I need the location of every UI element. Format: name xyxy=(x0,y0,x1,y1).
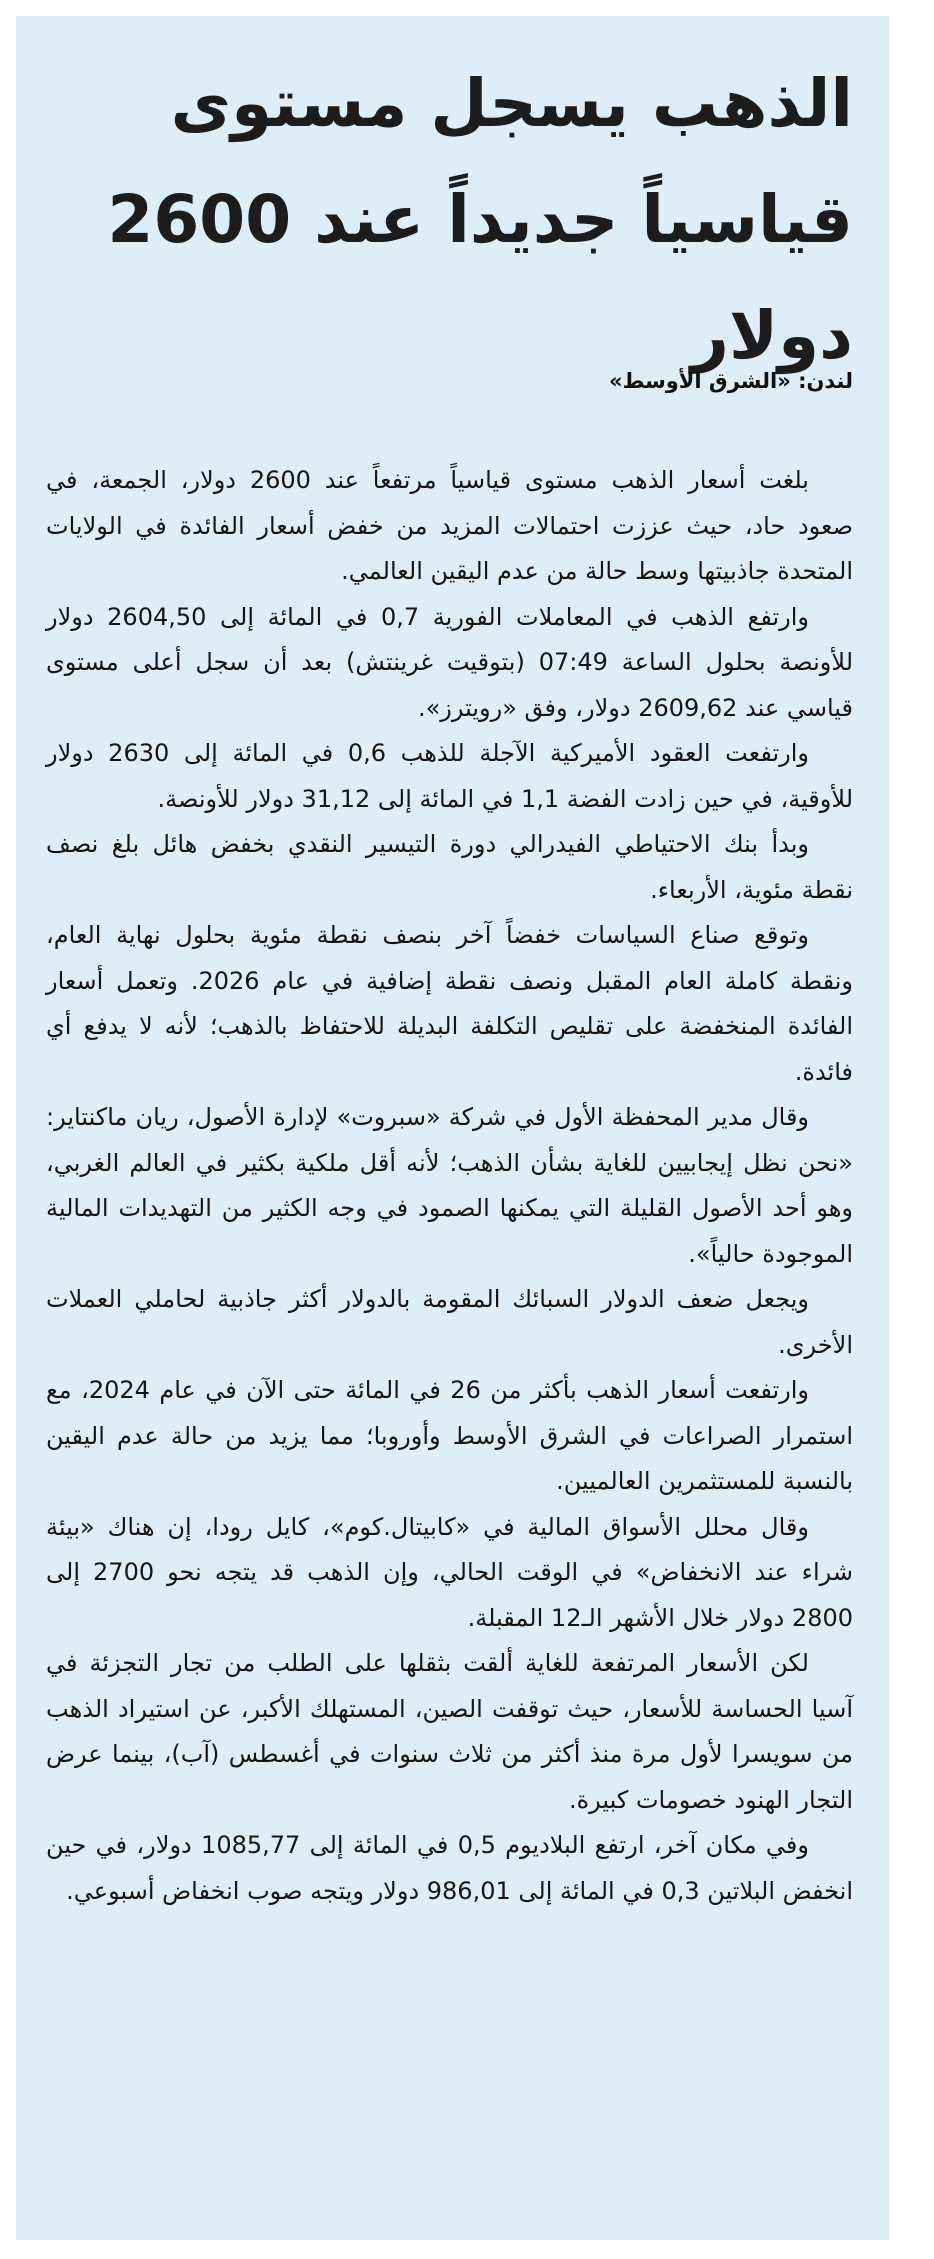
dateline: لندن: «الشرق الأوسط» xyxy=(609,369,853,393)
paragraph: لكن الأسعار المرتفعة للغاية ألقت بثقلها على الطلب من تجار التجزئة في آسيا الحساسة للأسعار، حيث توقفت الصين، المستهلك الأكبر، عن استيراد الذهب من سويسرا لأول مرة منذ أكثر من ثلاث سنوات في أغسطس (آب)، بينما عرض التجار الهنود خصومات كبيرة. xyxy=(46,1649,853,1814)
paragraph: وتوقع صناع السياسات خفضاً آخر بنصف نقطة مئوية بحلول نهاية العام، ونقطة كاملة العام المقبل ونصف نقطة إضافية في عام 2026. وتعمل أسعار الفائدة المنخفضة على تقليص التكلفة البديلة للاحتفاظ بالذهب؛ لأنه لا يدفع أي فائدة. xyxy=(46,921,853,1086)
paragraph: وبدأ بنك الاحتياطي الفيدرالي دورة التيسير النقدي بخفض هائل بلغ نصف نقطة مئوية، الأربعاء. xyxy=(46,830,853,904)
paragraph: ويجعل ضعف الدولار السبائك المقومة بالدولار أكثر جاذبية لحاملي العملات الأخرى. xyxy=(46,1285,853,1359)
paragraph: وقال مدير المحفظة الأول في شركة «سبروت» لإدارة الأصول، ريان ماكنتاير: «نحن نظل إيجابيين للغاية بشأن الذهب؛ لأنه أقل ملكية بكثير في العالم الغربي، وهو أحد الأصول القليلة التي يمكنها الصمود في وجه الكثير من التهديدات المالية الموجودة حالياً». xyxy=(46,1103,853,1268)
paragraph: وارتفع الذهب في المعاملات الفورية 0,7 في المائة إلى 2604,50 دولار للأونصة بحلول الساعة 07:49 (بتوقيت غرينتش) بعد أن سجل أعلى مستوى قياسي عند 2609,62 دولار، وفق «رويترز». xyxy=(46,602,854,722)
paragraph: وارتفعت أسعار الذهب بأكثر من 26 في المائة حتى الآن في عام 2024، مع استمرار الصراعات في الشرق الأوسط وأوروبا؛ مما يزيد من حالة عدم اليقين بالنسبة للمستثمرين العالميين. xyxy=(46,1376,853,1495)
paragraph: وفي مكان آخر، ارتفع البلاديوم 0,5 في المائة إلى 1085,77 دولار، في حين انخفض البلاتين 0,3 في المائة إلى 986,01 دولار ويتجه صوب انخفاض أسبوعي. xyxy=(46,1831,853,1905)
paragraph: وارتفعت العقود الأميركية الآجلة للذهب 0,6 في المائة إلى 2630 دولار للأوقية، في حين زادت الفضة 1,1 في المائة إلى 31,12 دولار للأونصة. xyxy=(46,739,853,813)
headline: الذهب يسجل مستوى قياسياً جديداً عند 2600 دولار xyxy=(107,65,853,374)
article-panel xyxy=(16,16,889,2240)
paragraph: بلغت أسعار الذهب مستوى قياسياً مرتفعاً عند 2600 دولار، الجمعة، في صعود حاد، حيث عززت احتمالات المزيد من خفض أسعار الفائدة في الولايات المتحدة جاذبيتها وسط حالة من عدم اليقين العالمي. xyxy=(46,466,853,585)
paragraph: وقال محلل الأسواق المالية في «كابيتال.كوم»، كايل رودا، إن هناك «بيئة شراء عند الانخفاض» في الوقت الحالي، وإن الذهب قد يتجه نحو 2700 إلى 2800 دولار خلال الأشهر الـ12 المقبلة. xyxy=(46,1512,853,1632)
article-body xyxy=(46,458,853,1914)
